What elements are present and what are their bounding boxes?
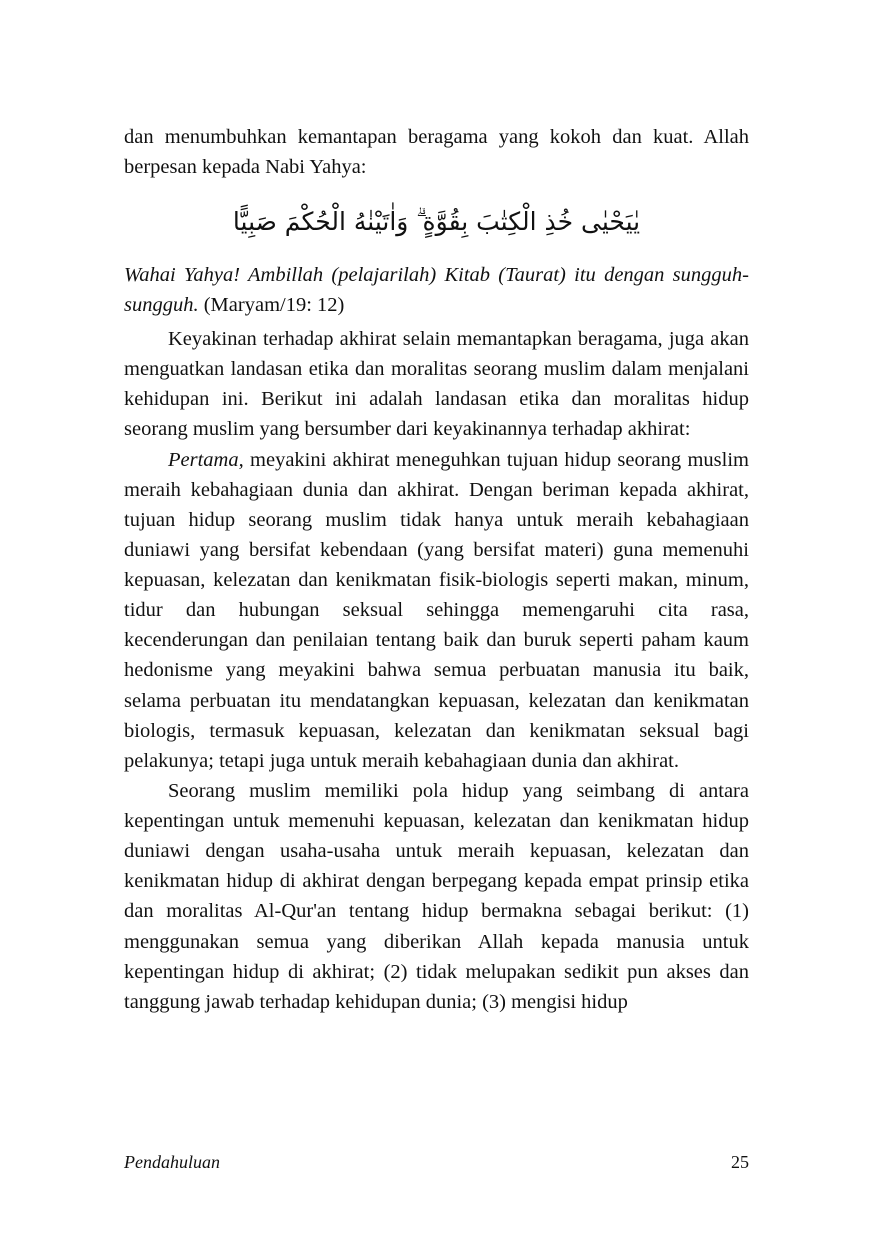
- paragraph-pertama: [124, 445, 749, 776]
- paragraph-pertama-rest: meyakini akhirat meneguhkan tujuan hidup seorang muslim meraih kebahagiaan dunia dan akhirat. Dengan beriman kepada akhirat, tujuan hidup seorang muslim tidak hanya untuk meraih kebahagiaan duniawi yang bersifat kebendaan (yang bersifat materi) guna memenuhi kepuasan, kelezatan dan kenikmatan fisik-biologis seperti makan, minum, tidur dan hubungan seksual sehingga memengaruhi cita rasa, kecenderungan dan penilaian tentang baik dan buruk seperti paham kaum hedonisme yang meyakini bahwa semua perbuatan manusia itu baik, selama perbuatan itu mendatangkan kepuasan, kelezatan dan kenikmatan biologis, termasuk kepuasan, kelezatan dan kenikmatan seksual bagi pelakunya; tetapi juga untuk meraih kebahagiaan dunia dan akhirat.: [124, 448, 749, 772]
- arabic-verse: يٰيَحْيٰى خُذِ الْكِتٰبَ بِقُوَّةٍ ۗ وَاٰتَيْنٰهُ الْحُكْمَ صَبِيًّا: [232, 207, 641, 237]
- paragraph-keyakinan: Keyakinan terhadap akhirat selain memantapkan beragama, juga akan menguatkan landasan etika dan moralitas seorang muslim dalam menjalani kehidupan ini. Berikut ini adalah landasan etika dan moralitas hidup seorang muslim yang bersumber dari keyakinannya terhadap akhirat:: [124, 328, 749, 441]
- body-text-block: [124, 324, 749, 1017]
- page-number: 25: [731, 1152, 749, 1172]
- page-content: [124, 122, 749, 1017]
- page-footer: [124, 1152, 749, 1173]
- paragraph-pertama-lead: Pertama,: [168, 448, 244, 471]
- verse-translation: [124, 260, 749, 320]
- running-head: Pendahuluan: [124, 1152, 220, 1172]
- verse-reference: (Maryam/19: 12): [203, 293, 345, 316]
- paragraph-intro: dan menumbuhkan kemantapan beragama yang kokoh dan kuat. Allah berpesan kepada Nabi Yahya:: [124, 126, 749, 179]
- paragraph-seorang-muslim: Seorang muslim memiliki pola hidup yang seimbang di antara kepentingan untuk memenuhi kepuasan, kelezatan dan kenikmatan hidup duniawi dengan usaha-usaha untuk meraih kepuasan, kelezatan dan kenikmatan hidup di akhirat dengan berpegang kepada empat prinsip etika dan moralitas Al-Qur'an tentang hidup bermakna sebagai berikut: (1) menggunakan semua yang diberikan Allah kepada manusia untuk kepentingan hidup di akhirat; (2) tidak melupakan sedikit pun akses dan tanggung jawab terhadap kehidupan dunia; (3) mengisi hidup: [124, 779, 749, 1013]
- verse-translation-text: Wahai Yahya! Ambillah (pelajarilah) Kitab (Taurat) itu dengan sungguh-sungguh.: [124, 263, 749, 316]
